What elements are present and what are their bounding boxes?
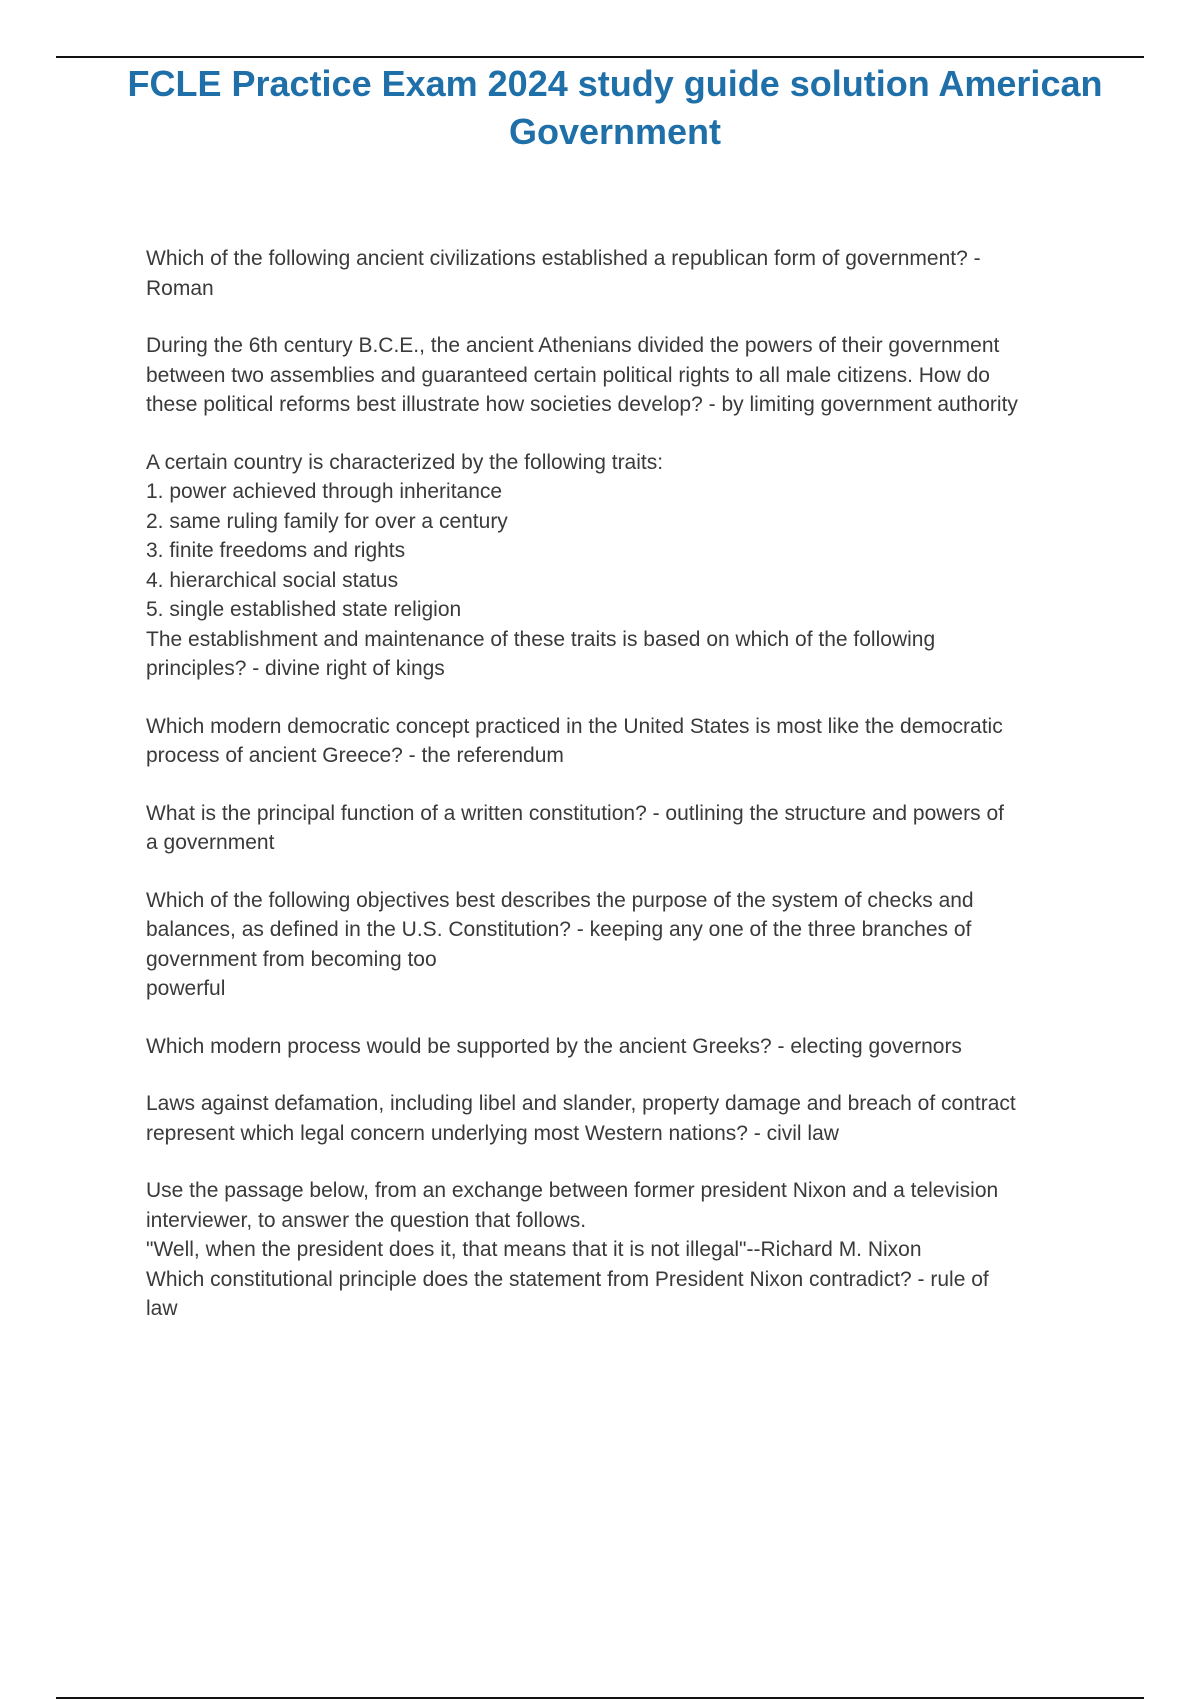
qa-line: The establishment and maintenance of these traits is based on which of the following (146, 627, 936, 651)
top-divider (56, 56, 1144, 58)
qa-line: interviewer, to answer the question that follows. (146, 1208, 587, 1232)
qa-line: Which of the following ancient civilizations established a republican form of government? - (146, 247, 981, 270)
qa-line: 2. same ruling family for over a century (146, 509, 508, 533)
qa-list (146, 244, 1086, 1352)
qa-line: represent which legal concern underlying most Western nations? - civil law (146, 1121, 839, 1145)
qa-item-6 (146, 886, 1086, 1004)
bottom-divider (56, 1697, 1144, 1699)
qa-line: Use the passage below, from an exchange between former president Nixon and a television (146, 1179, 999, 1202)
qa-line: "Well, when the president does it, that means that it is not illegal"--Richard M. Nixon (146, 1238, 922, 1261)
qa-line: powerful (146, 977, 226, 1000)
qa-line: between two assemblies and guaranteed certain political rights to all male citizens. How do (146, 363, 990, 387)
qa-line: 4. hierarchical social status (146, 568, 399, 592)
qa-item-7 (146, 1032, 1086, 1062)
qa-line: balances, as defined in the U.S. Constitution? - keeping any one of the three branches of (146, 918, 972, 941)
qa-item-9 (146, 1176, 1086, 1324)
qa-line: A certain country is characterized by the following traits: (146, 450, 664, 474)
qa-line: principles? - divine right of kings (146, 657, 445, 680)
qa-line: Laws against defamation, including libel and slander, property damage and breach of contract (146, 1092, 1016, 1115)
qa-line: 5. single established state religion (146, 598, 462, 621)
qa-line: Which modern democratic concept practiced in the United States is most like the democratic (146, 714, 1003, 738)
qa-line: process of ancient Greece? - the referendum (146, 744, 564, 767)
qa-line: 1. power achieved through inheritance (146, 480, 503, 503)
qa-item-3 (146, 448, 1086, 684)
qa-item-5 (146, 799, 1086, 858)
qa-line: government from becoming too (146, 947, 437, 971)
qa-line: 3. finite freedoms and rights (146, 539, 406, 562)
qa-item-2 (146, 331, 1086, 420)
qa-line: Which constitutional principle does the statement from President Nixon contradict? - rule of (146, 1267, 989, 1291)
qa-line: What is the principal function of a written constitution? - outlining the structure and powers of (146, 801, 1004, 825)
document-title: FCLE Practice Exam 2024 study guide solution American Government (127, 63, 1103, 152)
qa-line: During the 6th century B.C.E., the ancient Athenians divided the powers of their government (146, 334, 1000, 357)
qa-item-1 (146, 244, 1086, 303)
qa-item-4 (146, 712, 1086, 771)
qa-line: Which modern process would be supported by the ancient Greeks? - electing governors (146, 1034, 962, 1058)
qa-line: these political reforms best illustrate how societies develop? - by limiting government authority (146, 393, 1018, 416)
qa-item-8 (146, 1089, 1086, 1148)
qa-line: a government (146, 831, 275, 854)
qa-line: Roman (146, 276, 214, 300)
qa-line: law (146, 1297, 178, 1320)
qa-line: Which of the following objectives best describes the purpose of the system of checks and (146, 888, 974, 912)
